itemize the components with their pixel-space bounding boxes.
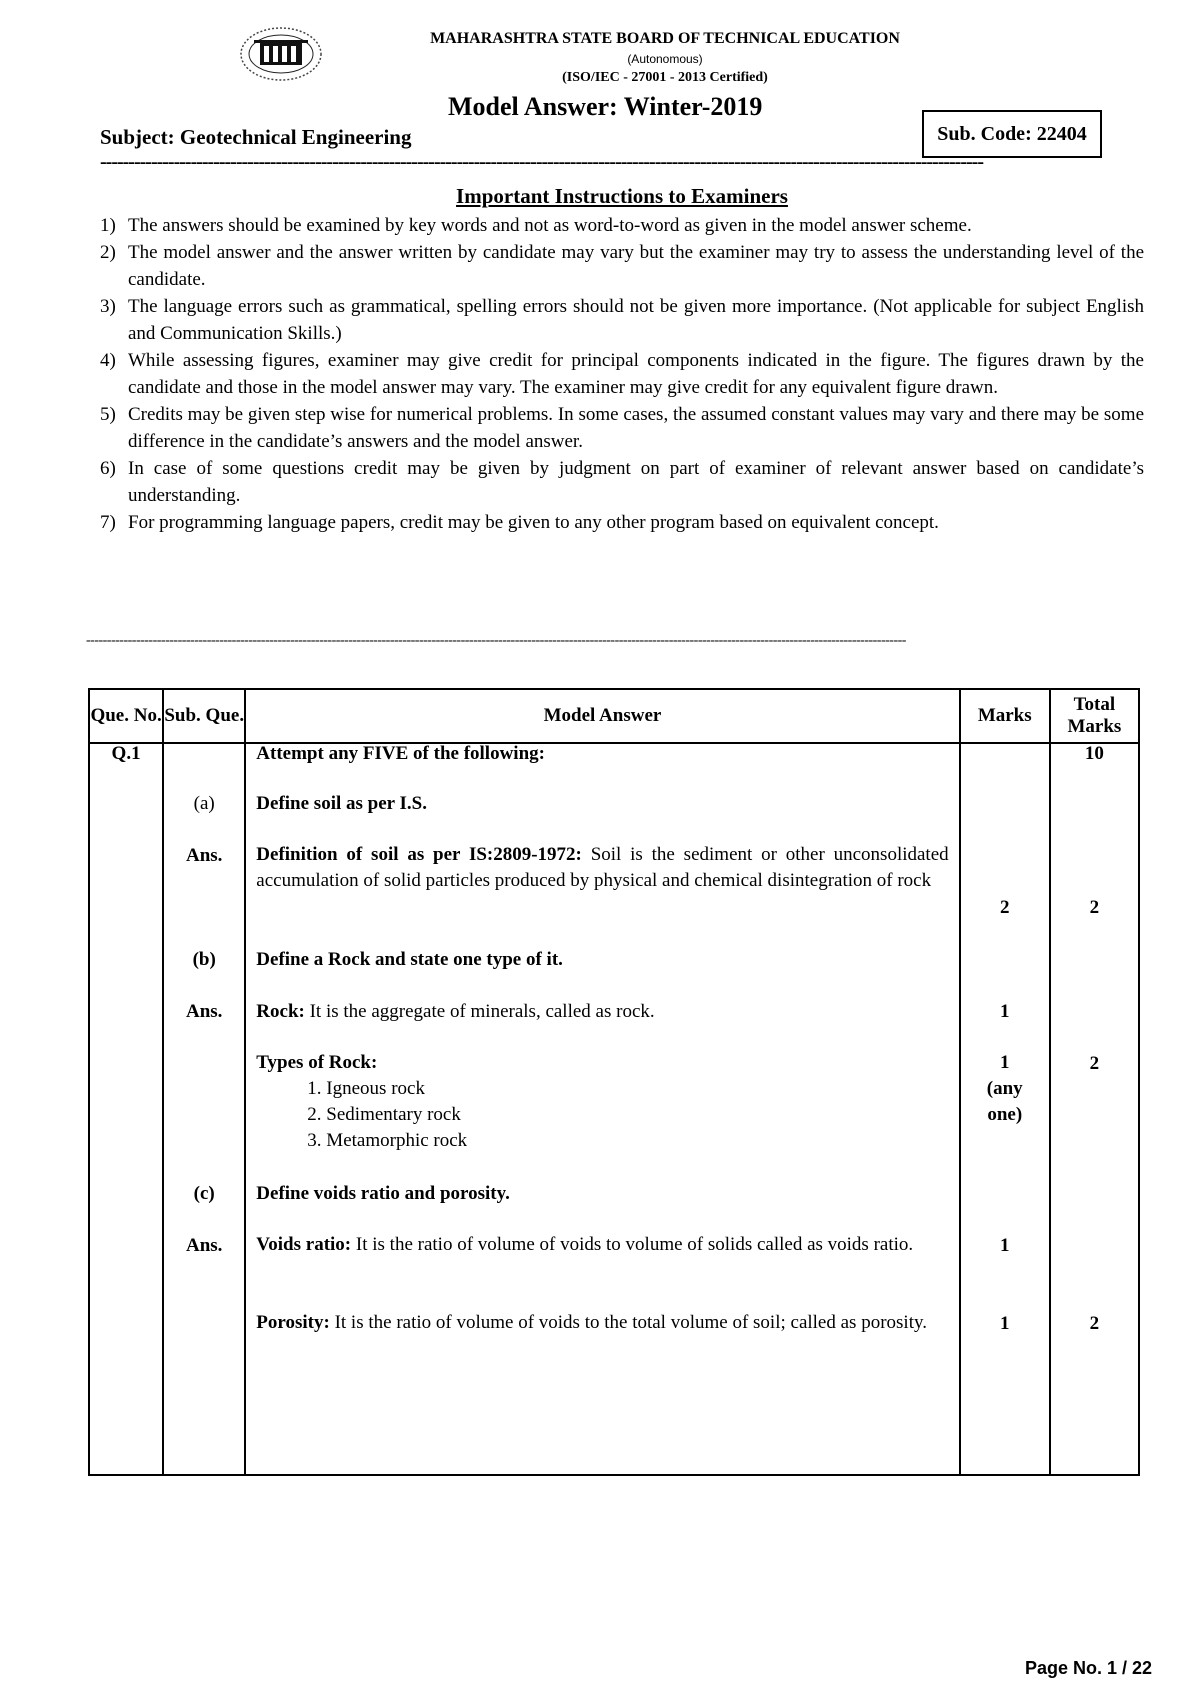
marks-c-voids: 1 bbox=[999, 1235, 1010, 1256]
separator-line: ------------------------------------------------------------------------------------------------------------------------------------------------------------ bbox=[100, 152, 983, 172]
iso-certification: (ISO/IEC - 27001 - 2013 Certified) bbox=[562, 70, 768, 85]
instructions-title: Important Instructions to Examiners bbox=[456, 184, 788, 208]
marks-cell bbox=[960, 743, 1050, 1475]
marks-b-types-note: one) bbox=[987, 1104, 1023, 1125]
instruction-number: 6) bbox=[100, 458, 116, 479]
sub-question-b-label: (b) bbox=[192, 949, 216, 970]
table-row bbox=[89, 743, 1139, 1475]
sub-question-c-label: (c) bbox=[193, 1183, 215, 1204]
sub-question-a-label: (a) bbox=[193, 793, 215, 814]
list-item: 3. Metamorphic rock bbox=[326, 1128, 948, 1154]
answer-c-voids bbox=[256, 1232, 948, 1258]
total-a: 2 bbox=[1089, 897, 1100, 918]
header-marks: Marks bbox=[960, 689, 1050, 743]
sub-code-box bbox=[922, 110, 1102, 158]
marks-b-types-note: (any bbox=[986, 1078, 1023, 1099]
total-marks-cell bbox=[1050, 743, 1139, 1475]
instruction-item bbox=[100, 347, 1144, 401]
instruction-item bbox=[100, 509, 1144, 536]
marks-b-rock: 1 bbox=[999, 1001, 1010, 1022]
instruction-item bbox=[100, 239, 1144, 293]
instruction-text: The language errors such as grammatical, spelling errors should not be given more importance. (Not applicable for subject English and Communication Skills.) bbox=[128, 296, 1144, 344]
answer-c-porosity-term: Porosity: bbox=[256, 1312, 330, 1333]
answer-c-porosity bbox=[256, 1310, 948, 1336]
answer-c-voids-term: Voids ratio: bbox=[256, 1234, 352, 1255]
marks-c-porosity: 1 bbox=[999, 1313, 1010, 1334]
instruction-item bbox=[100, 293, 1144, 347]
instruction-number: 4) bbox=[100, 350, 116, 371]
types-title: Types of Rock: bbox=[256, 1052, 378, 1073]
answer-c-voids-text: It is the ratio of volume of voids to volume of solids called as voids ratio. bbox=[351, 1234, 914, 1255]
header-que-no: Que. No. bbox=[89, 689, 163, 743]
model-answer-cell bbox=[245, 743, 959, 1475]
instruction-text: Credits may be given step wise for numerical problems. In some cases, the assumed constant values may vary and there may be some difference in the candidate’s answers and the model answer. bbox=[128, 404, 1144, 452]
instructions-list bbox=[100, 212, 1144, 536]
question-a-text: Define soil as per I.S. bbox=[256, 793, 427, 814]
marks-a: 2 bbox=[999, 897, 1010, 918]
question-c-text: Define voids ratio and porosity. bbox=[256, 1183, 510, 1204]
list-item: 1. Igneous rock bbox=[326, 1076, 948, 1102]
instruction-item bbox=[100, 455, 1144, 509]
table-header-row bbox=[89, 689, 1139, 743]
board-name: MAHARASHTRA STATE BOARD OF TECHNICAL EDUCATION bbox=[430, 30, 900, 47]
instruction-number: 7) bbox=[100, 512, 116, 533]
instruction-text: In case of some questions credit may be given by judgment on part of examiner of relevant answer based on candidate’s understanding. bbox=[128, 458, 1144, 506]
autonomous-label: (Autonomous) bbox=[627, 52, 703, 66]
total-c: 2 bbox=[1089, 1313, 1100, 1334]
answer-b-text: It is the aggregate of minerals, called as rock. bbox=[304, 1001, 655, 1022]
page-number: Page No. 1 / 22 bbox=[1024, 1658, 1152, 1678]
instruction-text: For programming language papers, credit may be given to any other program based on equivalent concept. bbox=[128, 512, 939, 533]
ans-label-b: Ans. bbox=[186, 1001, 223, 1022]
answer-b-term: Rock: bbox=[256, 1001, 305, 1022]
instruction-number: 3) bbox=[100, 296, 116, 317]
marks-b-types bbox=[961, 1050, 1049, 1128]
instruction-text: While assessing figures, examiner may give credit for principal components indicated in the figure. The figures drawn by the candidate and those in the model answer may vary. The examiner may give credit for any equivalent figure drawn. bbox=[128, 350, 1144, 398]
instruction-text: The model answer and the answer written by candidate may vary but the examiner may try to assess the understanding level of the candidate. bbox=[128, 242, 1144, 290]
answer-a-term: Definition of soil as per IS:2809-1972: bbox=[256, 844, 582, 865]
separator-line: ----------------------------------------------------------------------------------------------------------------------------------------------------------------------------------------------------- bbox=[86, 634, 906, 648]
model-answer-title: Model Answer: Winter-2019 bbox=[448, 92, 763, 121]
header-total-marks: Total Marks bbox=[1050, 689, 1139, 743]
ans-label-c: Ans. bbox=[186, 1235, 223, 1256]
answer-a bbox=[256, 842, 948, 894]
instruction-text: The answers should be examined by key words and not as word-to-word as given in the model answer scheme. bbox=[128, 215, 972, 236]
ans-label-a: Ans. bbox=[186, 845, 223, 866]
model-answer-table bbox=[88, 688, 1140, 1476]
que-no-cell bbox=[89, 743, 163, 1475]
header-sub-que: Sub. Que. bbox=[163, 689, 245, 743]
question-title: Attempt any FIVE of the following: bbox=[256, 743, 545, 764]
question-total: 10 bbox=[1084, 743, 1104, 764]
total-b: 2 bbox=[1089, 1053, 1100, 1074]
list-item: 2. Sedimentary rock bbox=[326, 1102, 948, 1128]
sub-que-cell bbox=[163, 743, 245, 1475]
answer-c-porosity-text: It is the ratio of volume of voids to the total volume of soil; called as porosity. bbox=[329, 1312, 927, 1333]
instruction-number: 5) bbox=[100, 404, 116, 425]
subject-title: Subject: Geotechnical Engineering bbox=[100, 125, 412, 149]
answer-b-types bbox=[256, 1050, 948, 1154]
answer-a-text: Soil is the sediment or other unconsolidated accumulation of solid particles produced by physical and chemical disintegration of rock bbox=[256, 844, 949, 891]
instruction-number: 1) bbox=[100, 215, 116, 236]
question-b-text: Define a Rock and state one type of it. bbox=[256, 949, 563, 970]
question-number: Q.1 bbox=[111, 743, 141, 764]
rock-types-list bbox=[256, 1076, 948, 1154]
sub-code: Sub. Code: 22404 bbox=[937, 122, 1087, 145]
instruction-item bbox=[100, 212, 1144, 239]
instruction-number: 2) bbox=[100, 242, 116, 263]
answer-b-rock bbox=[256, 998, 948, 1026]
instruction-item bbox=[100, 401, 1144, 455]
marks-b-types-value: 1 bbox=[999, 1052, 1010, 1073]
header-model-answer: Model Answer bbox=[245, 689, 959, 743]
